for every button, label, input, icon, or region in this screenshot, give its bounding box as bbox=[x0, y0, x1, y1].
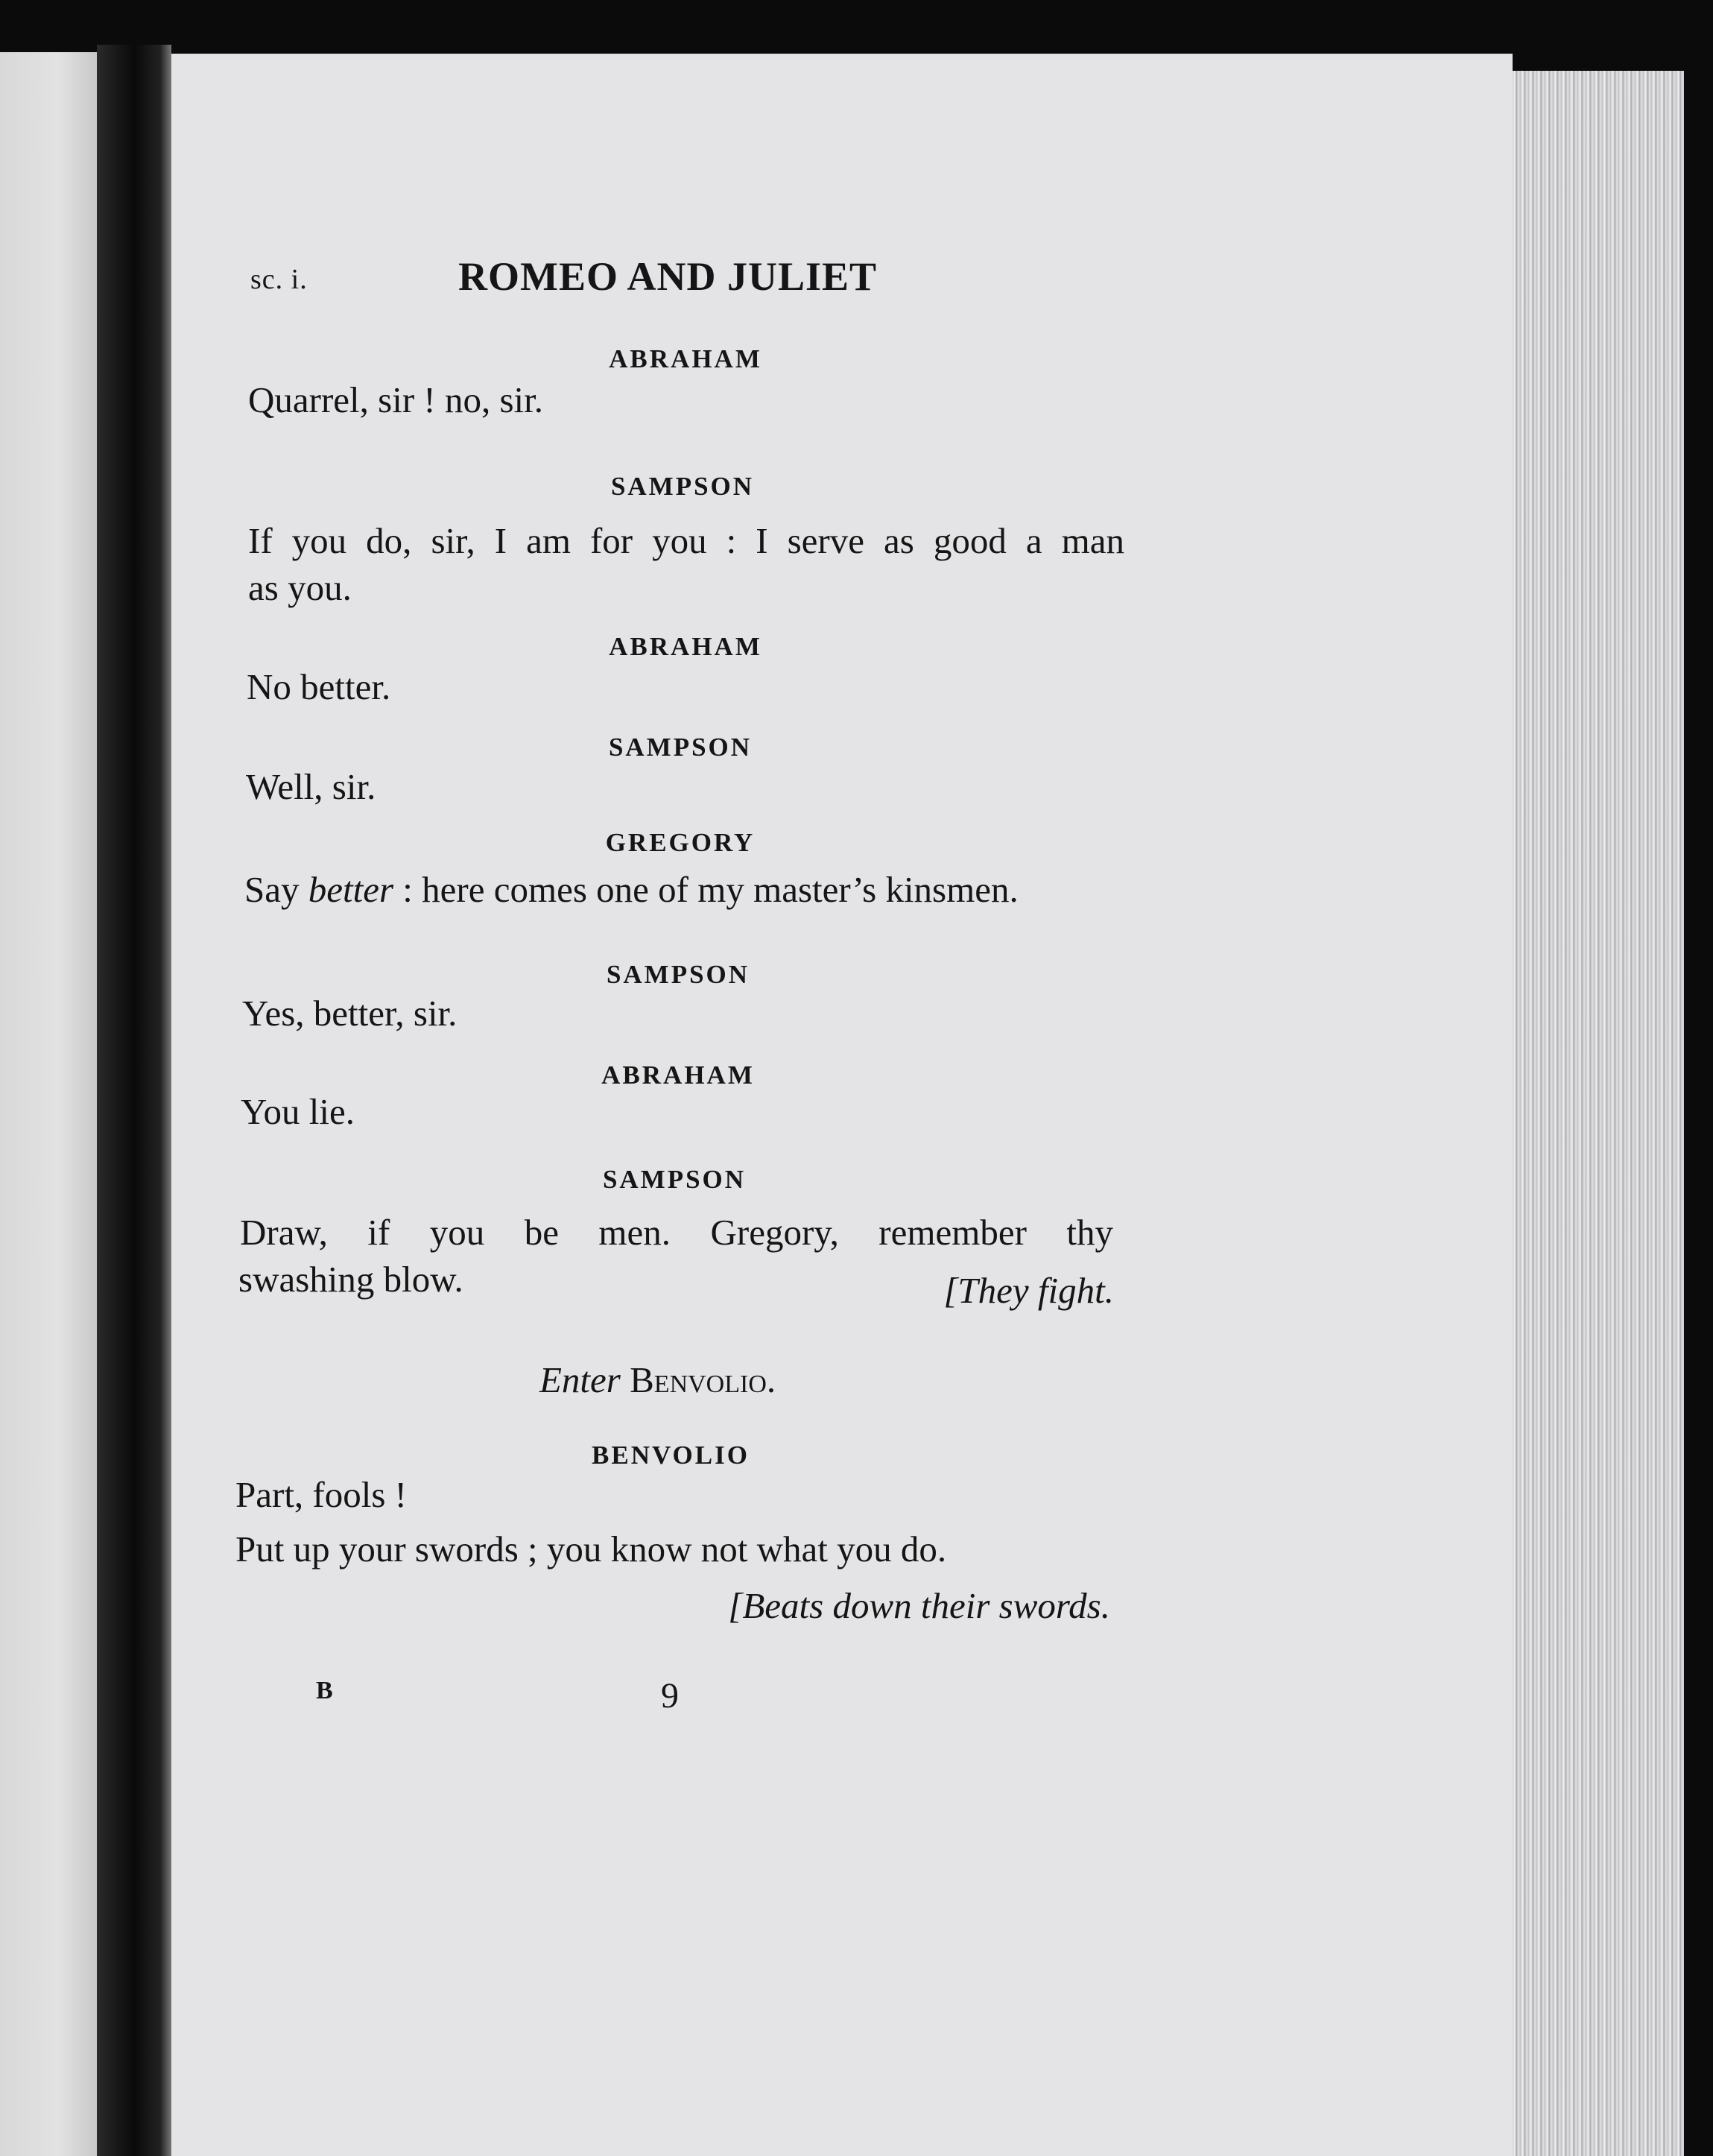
speaker-name: SAMPSON bbox=[608, 733, 753, 762]
speech-line: Part, fools ! bbox=[235, 1474, 407, 1515]
speaker-name: ABRAHAM bbox=[609, 632, 762, 661]
speech-line: No better. bbox=[247, 666, 391, 707]
speaker-name: ABRAHAM bbox=[601, 1060, 755, 1090]
speaker-name: SAMPSON bbox=[606, 960, 750, 989]
stage-direction: [Beats down their swords. bbox=[728, 1585, 1110, 1626]
page-number: 9 bbox=[661, 1676, 679, 1716]
signature-mark: B bbox=[316, 1677, 333, 1704]
speech-line: Yes, better, sir. bbox=[242, 993, 457, 1034]
speaker-name: ABRAHAM bbox=[609, 344, 762, 373]
stage-direction: [They fight. bbox=[943, 1270, 1114, 1311]
scene-label: sc. i. bbox=[250, 264, 308, 295]
entrance-direction: Enter Benvolio. bbox=[539, 1359, 776, 1400]
speech-line: Draw, if you be men. Gregory, remember thy bbox=[240, 1212, 1113, 1253]
speech-line: You lie. bbox=[241, 1091, 355, 1132]
speaker-name: SAMPSON bbox=[602, 1165, 747, 1194]
speech-line: If you do, sir, I am for you : I serve as good a man bbox=[248, 520, 1124, 561]
speaker-name: SAMPSON bbox=[610, 472, 755, 501]
speaker-name: GREGORY bbox=[605, 828, 756, 857]
speech-line: Quarrel, sir ! no, sir. bbox=[248, 379, 543, 420]
speech-line: Say better : here comes one of my master’s kinsmen. bbox=[244, 869, 1019, 910]
speaker-name: BENVOLIO bbox=[592, 1441, 750, 1470]
page-title: ROMEO AND JULIET bbox=[458, 254, 878, 299]
speech-line: Well, sir. bbox=[246, 766, 376, 807]
speech-line: Put up your swords ; you know not what you do. bbox=[235, 1529, 947, 1569]
speech-line: swashing blow. bbox=[238, 1259, 463, 1300]
speech-line: as you. bbox=[248, 567, 352, 608]
